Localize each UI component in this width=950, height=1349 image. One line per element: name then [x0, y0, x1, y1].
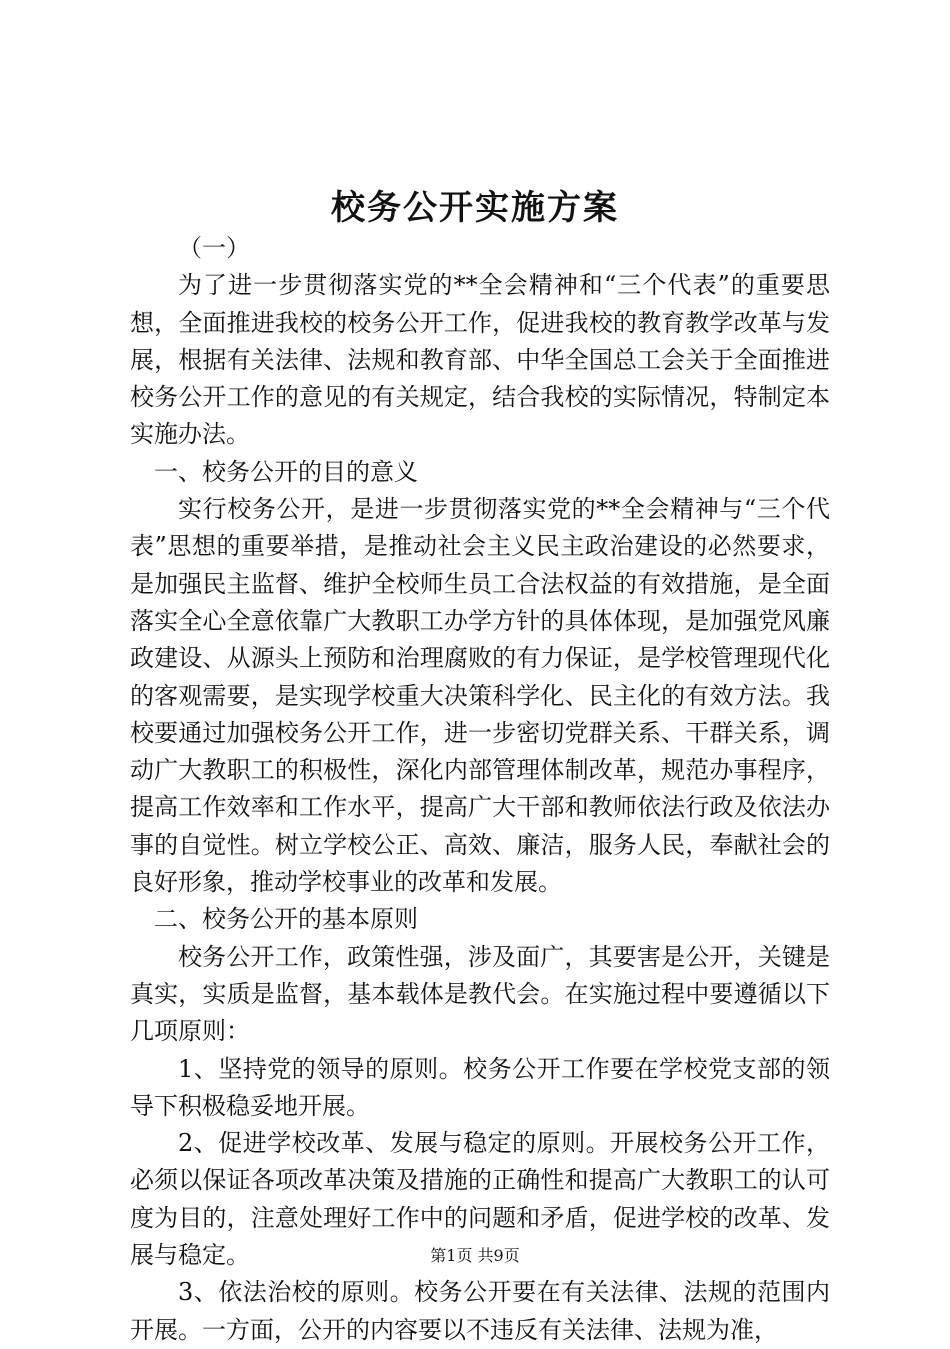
- document-title: 校务公开实施方案: [331, 188, 619, 228]
- principles-intro-paragraph: 校务公开工作，政策性强，涉及面广，其要害是公开，关键是真实，实质是监督，基本载体是教代会。在实施过程中要遵循以下几项原则：: [130, 942, 830, 1046]
- heading-principles: 二、校务公开的基本原则: [154, 905, 418, 934]
- document-body: [130, 230, 830, 1349]
- page-footer: 第1页 共9页: [430, 1246, 520, 1265]
- principle-1-paragraph: 1、坚持党的领导的原则。校务公开工作要在学校党支部的领导下积极稳妥地开展。: [130, 1054, 830, 1120]
- purpose-paragraph: 实行校务公开，是进一步贯彻落实党的**全会精神与“三个代表”思想的重要举措，是推动社会主义民主政治建设的必然要求，是加强民主监督、维护全校师生员工合法权益的有效措施，是全面落实全心全意依靠广大教职工办学方针的具体体现，是加强党风廉政建设、从源头上预防和治理腐败的有力保证，是学校管理现代化的客观需要，是实现学校重大决策科学化、民主化的有效方法。我校要通过加强校务公开工作，进一步密切党群关系、干群关系，调动广大教职工的积极性，深化内部管理体制改革，规范办事程序，提高工作效率和工作水平，提高广大干部和教师依法行政及依法办事的自觉性。树立学校公正、高效、廉洁，服务人民，奉献社会的良好形象，推动学校事业的改革和发展。: [130, 495, 830, 897]
- principle-2-paragraph: 2、促进学校改革、发展与稳定的原则。开展校务公开工作，必须以保证各项改革决策及措施的正确性和提高广大教职工的认可度为目的，注意处理好工作中的问题和矛盾，促进学校的改革、发展与稳定。: [130, 1129, 830, 1270]
- heading-purpose: 一、校务公开的目的意义: [154, 457, 418, 486]
- principle-3-paragraph: 3、依法治校的原则。校务公开要在有关法律、法规的范围内开展。一方面，公开的内容要以不违反有关法律、法规为准，: [130, 1278, 830, 1344]
- intro-paragraph: 为了进一步贯彻落实党的**全会精神和“三个代表”的重要思想，全面推进我校的校务公开工作，促进我校的教育教学改革与发展，根据有关法律、法规和教育部、中华全国总工会关于全面推进校务公开工作的意见的有关规定，结合我校的实际情况，特制定本实施办法。: [130, 271, 830, 449]
- section-number: （一）: [178, 234, 250, 262]
